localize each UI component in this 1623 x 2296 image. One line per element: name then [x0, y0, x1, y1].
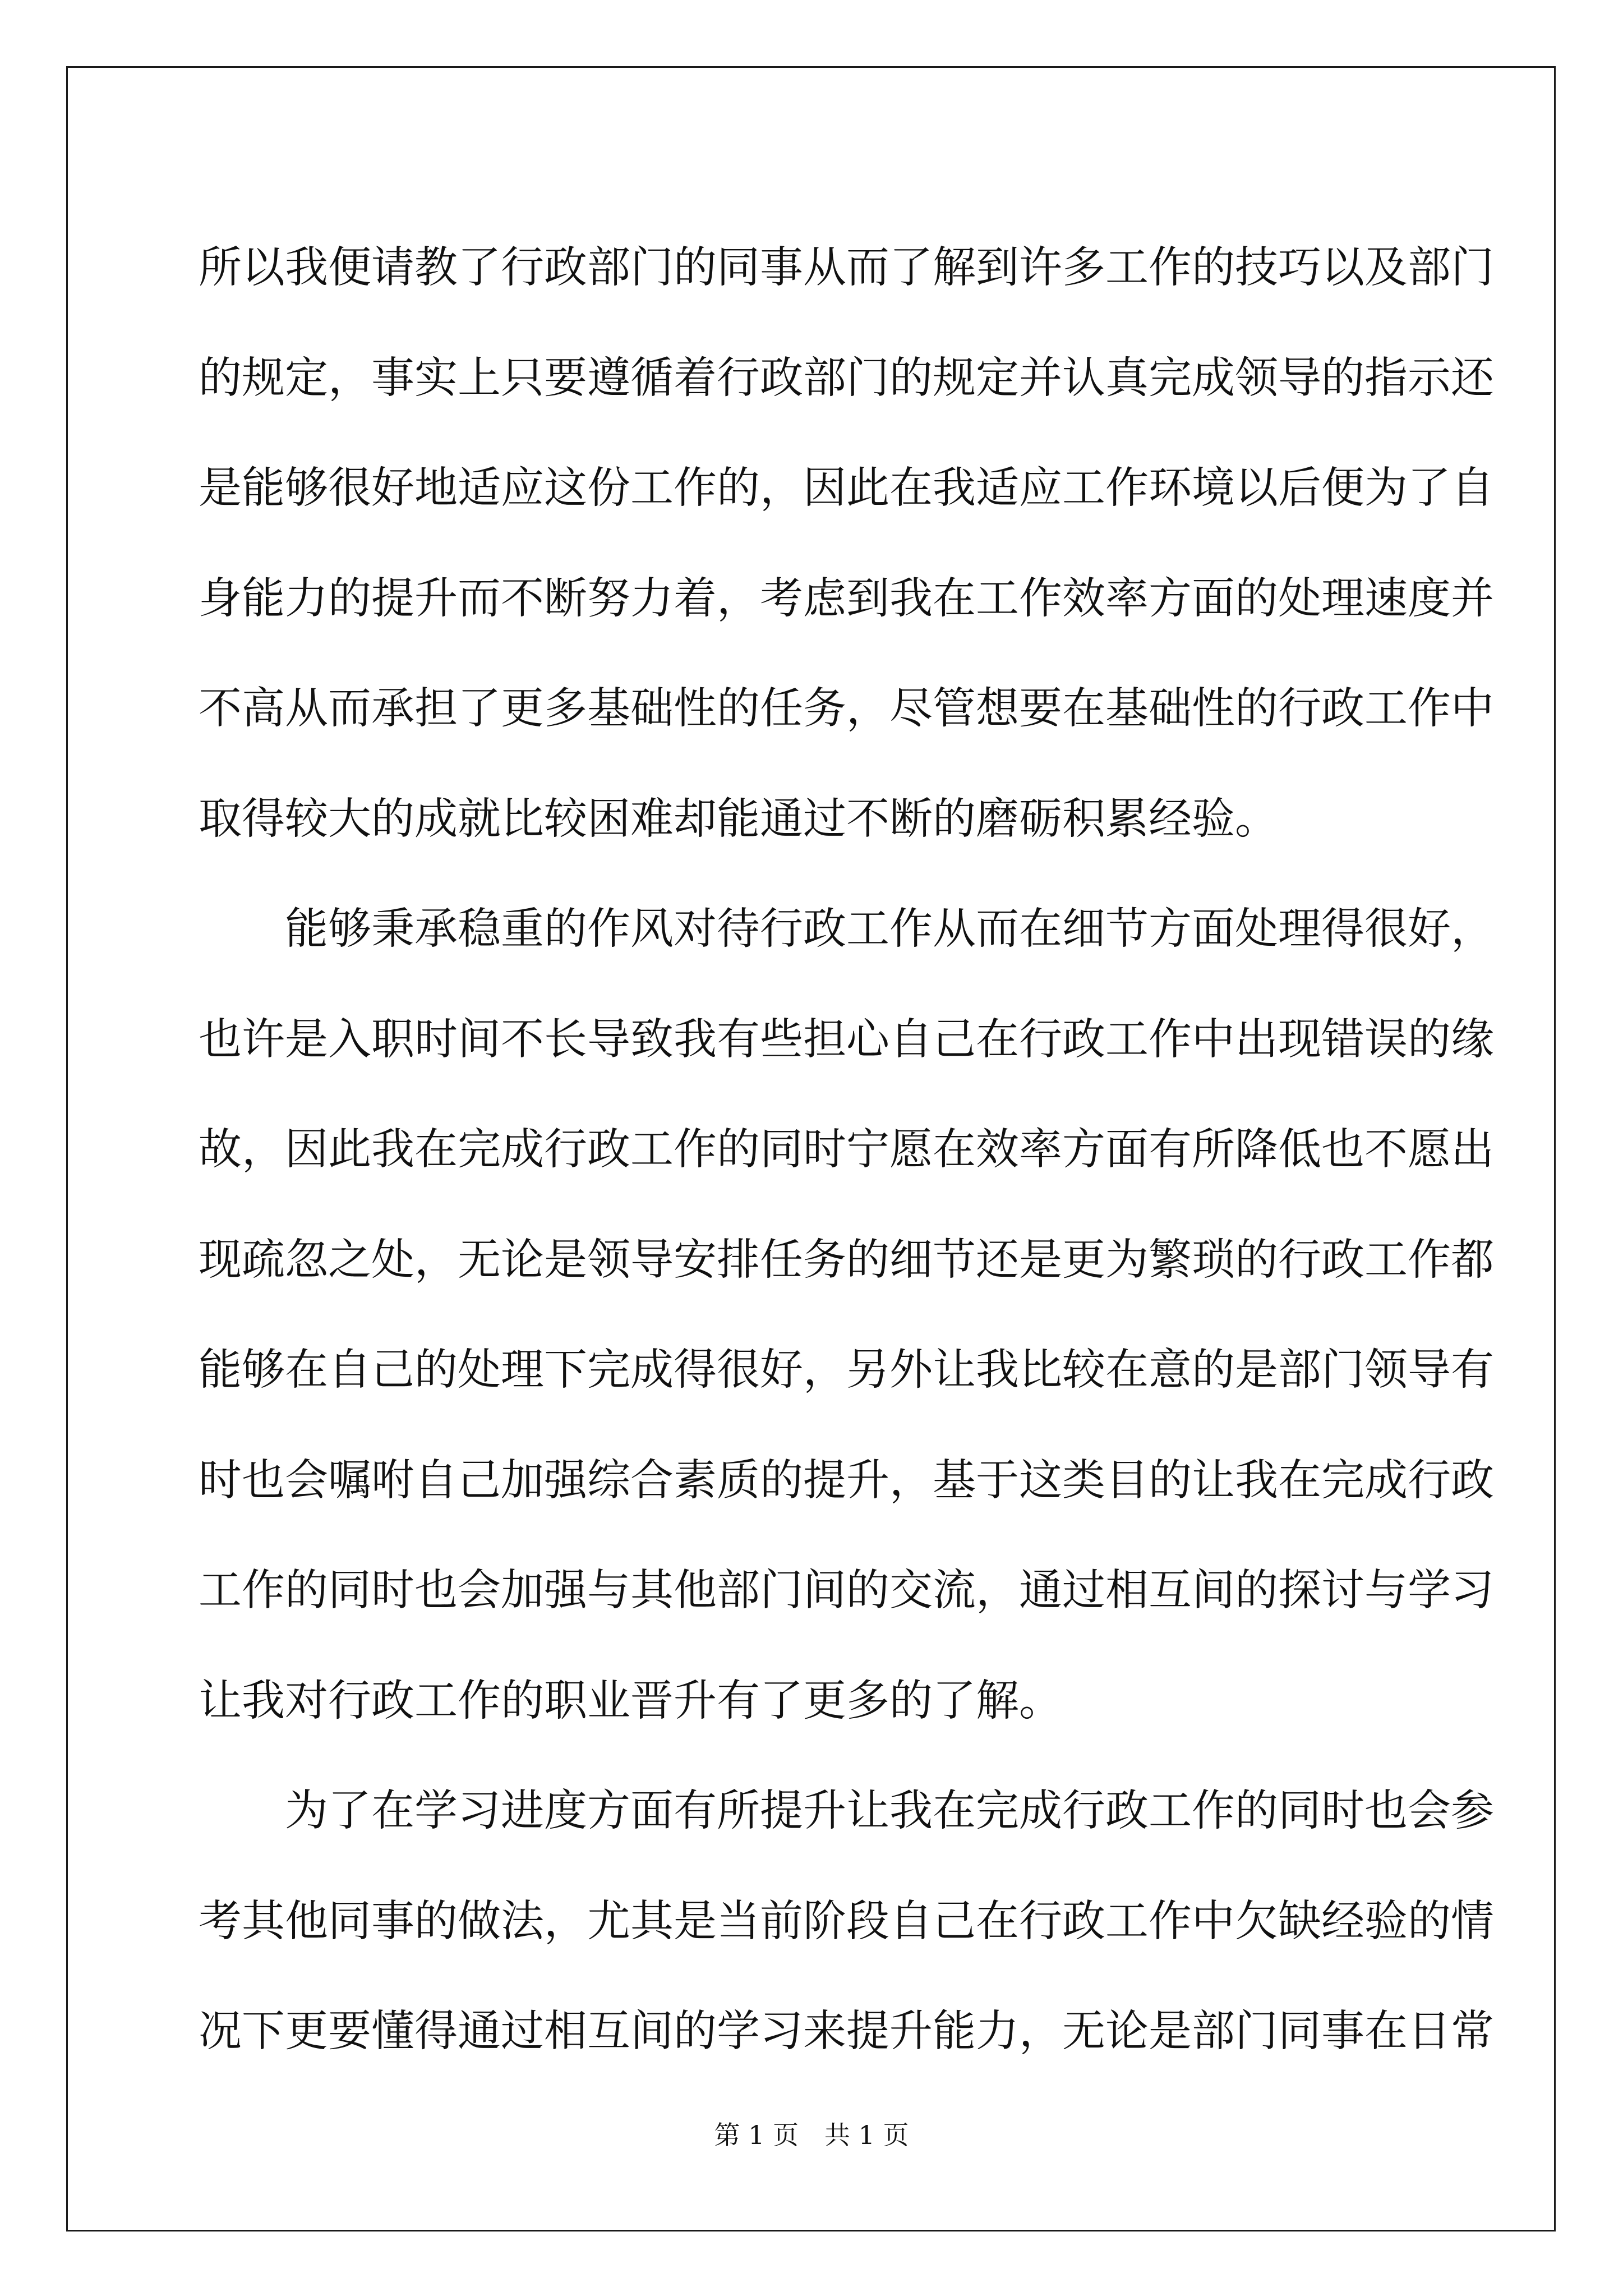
- text-line: 能够在自己的处理下完成得很好，另外让我比较在意的是部门领导有: [199, 1345, 1494, 1395]
- text-line: 时也会嘱咐自己加强综合素质的提升，基于这类目的让我在完成行政: [199, 1455, 1494, 1506]
- text-line: 工作的同时也会加强与其他部门间的交流，通过相互间的探讨与学习: [199, 1566, 1494, 1616]
- page-footer: [0, 2115, 1623, 2152]
- text-line: 考其他同事的做法，尤其是当前阶段自己在行政工作中欠缺经验的情: [199, 1896, 1494, 1947]
- text-line: 身能力的提升而不断努力着，考虑到我在工作效率方面的处理速度并: [199, 573, 1494, 624]
- text-line: 让我对行政工作的职业晋升有了更多的了解。: [199, 1676, 1062, 1726]
- page-total: 共 1 页: [824, 2120, 909, 2150]
- text-line: 也许是入职时间不长导致我有些担心自己在行政工作中出现错误的缘: [199, 1014, 1494, 1065]
- text-line: 取得较大的成就比较困难却能通过不断的磨砺积累经验。: [199, 794, 1278, 844]
- text-line: 现疏忽之处，无论是领导安排任务的细节还是更为繁琐的行政工作都: [199, 1235, 1494, 1285]
- text-line: 的规定，事实上只要遵循着行政部门的规定并认真完成领导的指示还: [199, 353, 1494, 403]
- text-line: 为了在学习进度方面有所提升让我在完成行政工作的同时也会参: [285, 1786, 1494, 1836]
- text-line: 所以我便请教了行政部门的同事从而了解到许多工作的技巧以及部门: [199, 243, 1494, 293]
- text-line: 况下更要懂得通过相互间的学习来提升能力，无论是部门同事在日常: [199, 2007, 1494, 2056]
- text-line: 是能够很好地适应这份工作的，因此在我适应工作环境以后便为了自: [199, 463, 1494, 513]
- text-line: 故，因此我在完成行政工作的同时宁愿在效率方面有所降低也不愿出: [199, 1125, 1494, 1175]
- page-number: 第 1 页: [714, 2120, 799, 2150]
- document-body: [199, 213, 1494, 2087]
- text-line: 能够秉承稳重的作风对待行政工作从而在细节方面处理得很好，: [285, 904, 1494, 954]
- text-line: 不高从而承担了更多基础性的任务，尽管想要在基础性的行政工作中: [199, 684, 1494, 734]
